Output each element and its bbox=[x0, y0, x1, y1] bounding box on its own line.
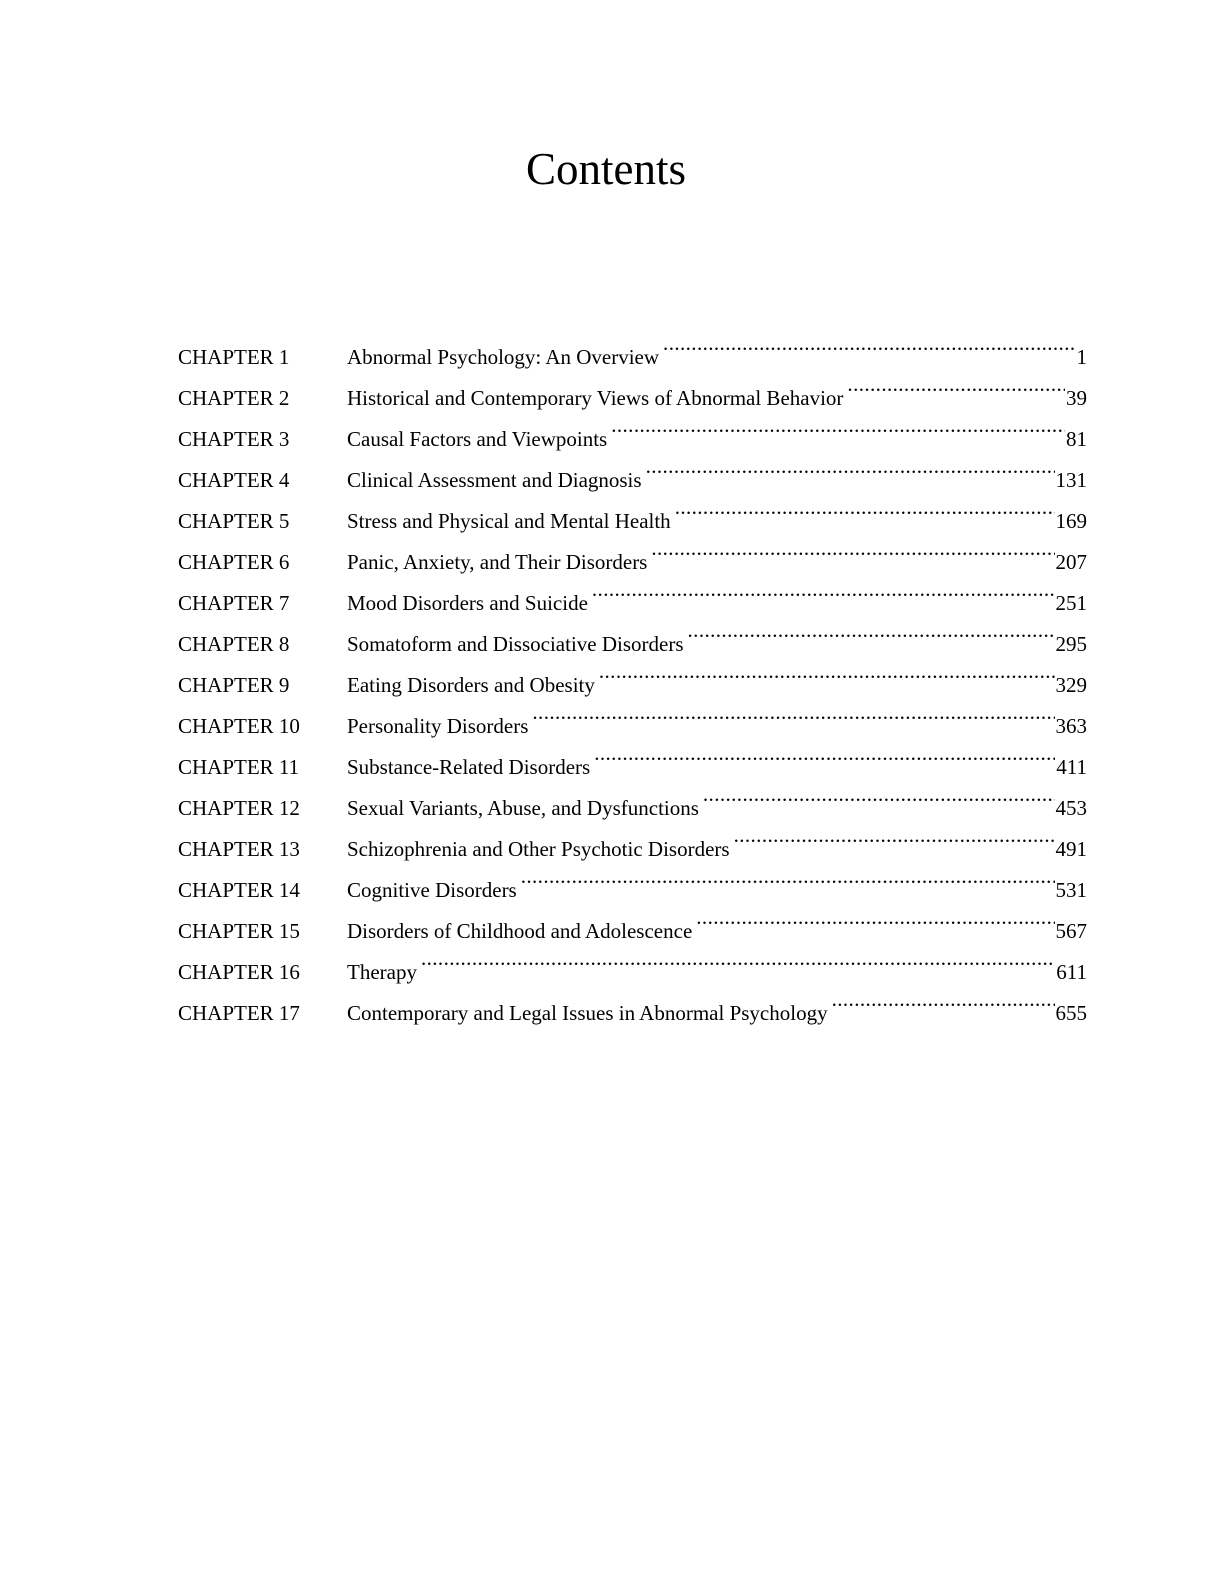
page-number: 169 bbox=[1055, 509, 1087, 533]
dot-leader bbox=[734, 815, 1055, 856]
chapter-title: Substance-Related Disorders bbox=[347, 755, 591, 779]
dot-leader bbox=[703, 774, 1055, 815]
page-number: 81 bbox=[1066, 427, 1087, 451]
page-number: 295 bbox=[1055, 632, 1087, 656]
dot-leader bbox=[532, 692, 1054, 733]
chapter-number: CHAPTER 5 bbox=[178, 509, 290, 533]
chapter-number: CHAPTER 7 bbox=[178, 591, 290, 615]
page-number: 39 bbox=[1066, 386, 1087, 410]
chapter-title: Somatoform and Dissociative Disorders bbox=[347, 632, 684, 656]
page-number: 207 bbox=[1055, 550, 1087, 574]
dot-leader bbox=[592, 569, 1055, 610]
chapter-number: CHAPTER 12 bbox=[178, 796, 300, 820]
chapter-title: Contemporary and Legal Issues in Abnormal Psychology bbox=[347, 1001, 828, 1025]
chapter-number: CHAPTER 4 bbox=[178, 468, 290, 492]
chapter-title: Disorders of Childhood and Adolescence bbox=[347, 919, 693, 943]
dot-leader bbox=[646, 446, 1055, 487]
chapter-title: Eating Disorders and Obesity bbox=[347, 673, 595, 697]
dot-leader bbox=[421, 938, 1055, 979]
dot-leader bbox=[832, 979, 1055, 1020]
dot-leader bbox=[594, 733, 1055, 774]
chapter-title: Personality Disorders bbox=[347, 714, 529, 738]
page-number: 363 bbox=[1055, 714, 1087, 738]
chapter-title: Clinical Assessment and Diagnosis bbox=[347, 468, 642, 492]
chapter-title: Cognitive Disorders bbox=[347, 878, 517, 902]
dot-leader bbox=[688, 610, 1055, 651]
chapter-number: CHAPTER 10 bbox=[178, 714, 300, 738]
chapter-title: Stress and Physical and Mental Health bbox=[347, 509, 671, 533]
page-number: 411 bbox=[1056, 755, 1087, 779]
dot-leader bbox=[675, 487, 1055, 528]
chapter-title: Therapy bbox=[347, 960, 417, 984]
chapter-number: CHAPTER 13 bbox=[178, 837, 300, 861]
toc-entry bbox=[178, 323, 1087, 369]
page-number: 1 bbox=[1076, 345, 1087, 369]
chapter-number: CHAPTER 2 bbox=[178, 386, 290, 410]
chapter-number: CHAPTER 16 bbox=[178, 960, 300, 984]
dot-leader bbox=[696, 897, 1054, 938]
chapter-title: Sexual Variants, Abuse, and Dysfunctions bbox=[347, 796, 699, 820]
dot-leader bbox=[611, 405, 1065, 446]
page-number: 251 bbox=[1055, 591, 1087, 615]
dot-leader bbox=[663, 323, 1075, 364]
page-title: Contents bbox=[525, 144, 686, 194]
chapter-number: CHAPTER 14 bbox=[178, 878, 300, 902]
page-number: 531 bbox=[1055, 878, 1087, 902]
dot-leader bbox=[599, 651, 1055, 692]
chapter-title: Causal Factors and Viewpoints bbox=[347, 427, 608, 451]
page-number: 453 bbox=[1055, 796, 1087, 820]
chapter-number: CHAPTER 8 bbox=[178, 632, 290, 656]
dot-leader bbox=[847, 364, 1065, 405]
page-number: 611 bbox=[1056, 960, 1087, 984]
chapter-title: Historical and Contemporary Views of Abnormal Behavior bbox=[347, 386, 844, 410]
chapter-title: Mood Disorders and Suicide bbox=[347, 591, 588, 615]
page-number: 491 bbox=[1055, 837, 1087, 861]
dot-leader bbox=[651, 528, 1054, 569]
table-of-contents bbox=[178, 323, 1087, 1025]
page-number: 655 bbox=[1055, 1001, 1087, 1025]
page-number: 567 bbox=[1055, 919, 1087, 943]
chapter-title: Panic, Anxiety, and Their Disorders bbox=[347, 550, 648, 574]
chapter-number: CHAPTER 11 bbox=[178, 755, 300, 779]
page-number: 131 bbox=[1055, 468, 1087, 492]
chapter-number: CHAPTER 15 bbox=[178, 919, 300, 943]
chapter-number: CHAPTER 9 bbox=[178, 673, 290, 697]
page-number: 329 bbox=[1055, 673, 1087, 697]
chapter-title: Schizophrenia and Other Psychotic Disorders bbox=[347, 837, 730, 861]
chapter-number: CHAPTER 17 bbox=[178, 1001, 300, 1025]
chapter-number: CHAPTER 3 bbox=[178, 427, 290, 451]
chapter-number: CHAPTER 6 bbox=[178, 550, 290, 574]
chapter-number: CHAPTER 1 bbox=[178, 345, 290, 369]
chapter-title: Abnormal Psychology: An Overview bbox=[347, 345, 660, 369]
dot-leader bbox=[521, 856, 1055, 897]
